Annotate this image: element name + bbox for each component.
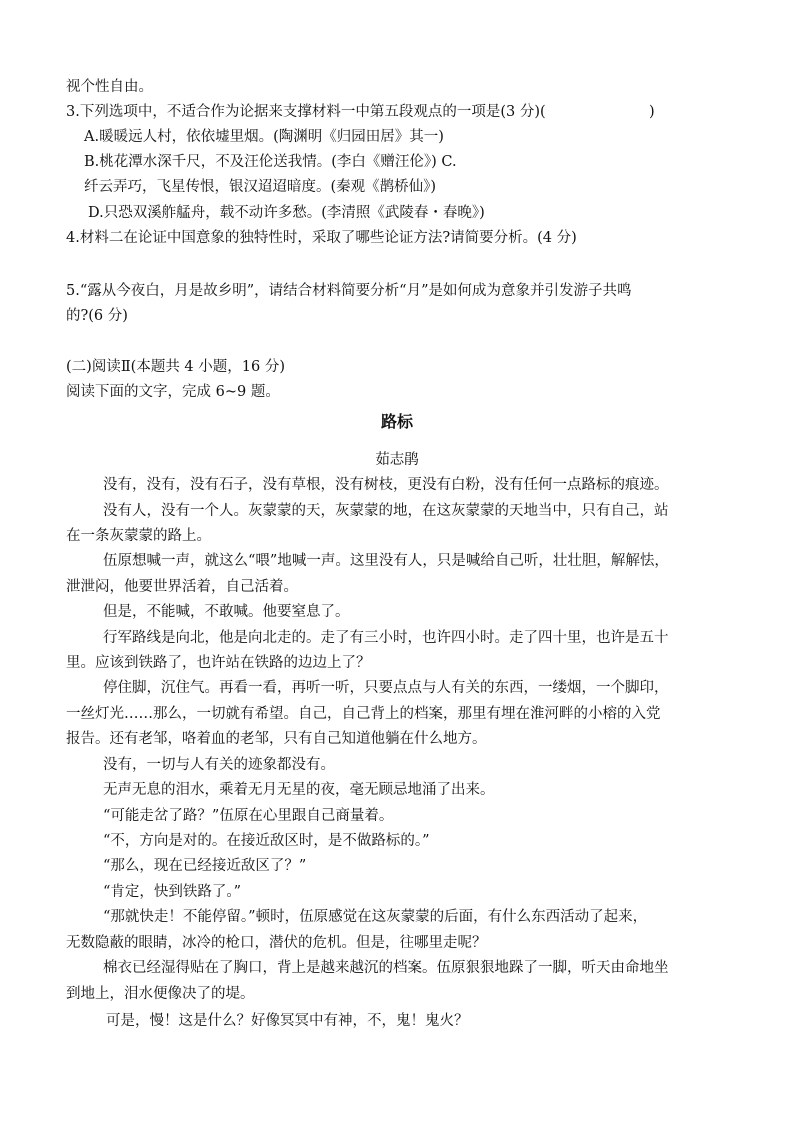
option-d: D.只恐双溪舴艋舟，载不动许多愁。(李清照《武陵春・春晚》) [88, 205, 485, 221]
story-author: 茹志鹃 [375, 452, 419, 468]
story-line: 到地上，泪水便像决了的堤。 [66, 986, 255, 1002]
question-5: 5.“露从今夜白，月是故乡明”，请结合材料简要分析“月”是如何成为意象并引发游子共鸣 [66, 283, 632, 299]
option-a: A.暖暖远人村，依依墟里烟。(陶渊明《归园田居》其一) [84, 129, 444, 145]
story-line: “肯定，快到铁路了。” [103, 884, 242, 900]
story-line: “不，方向是对的。在接近敌区时，是不做路标的。” [103, 833, 430, 849]
story-line: 无数隐蔽的眼睛，冰冷的枪口，潜伏的危机。但是，往哪里走呢？ [66, 935, 487, 951]
story-line: 报告。还有老邹，咯着血的老邹，只有自己知道他躺在什么地方。 [66, 731, 487, 747]
story-line: 里。应该到铁路了，也许站在铁路的边边上了？ [66, 655, 371, 671]
story-line: 停住脚，沉住气。再看一看，再听一听，只要点点与人有关的东西，一缕烟，一个脚印， [103, 680, 669, 696]
story-line: “那么，现在已经接近敌区了？” [103, 858, 307, 874]
story-line: 没有人，没有一个人。灰蒙蒙的天，灰蒙蒙的地，在这灰蒙蒙的天地当中，只有自己，站 [103, 503, 669, 519]
story-line: 行军路线是向北，他是向北走的。走了有三小时，也许四小时。走了四十里，也许是五十 [103, 630, 669, 646]
story-line: 伍原想喊一声，就这么“喂”地喊一声。这里没有人，只是喊给自己听，壮壮胆，解解怯， [103, 553, 669, 569]
question-5-cont: 的?(6 分) [66, 308, 128, 324]
story-line: 没有，一切与人有关的迹象都没有。 [103, 757, 335, 773]
story-line: 没有，没有，没有石子，没有草根，没有树枝，更没有白粉，没有任何一点路标的痕迹。 [103, 477, 669, 493]
story-line: 一丝灯光……那么，一切就有希望。自己，自己背上的档案，那里有埋在淮河畔的小榕的入党 [66, 706, 661, 722]
story-title: 路标 [380, 412, 413, 431]
question-3: 3.下列选项中，不适合作为论据来支撑材料一中第五段观点的一项是(3 分)( [66, 104, 546, 120]
section-instruction: 阅读下面的文字，完成 6~9 题。 [66, 384, 280, 400]
text-line: 视个性自由。 [66, 79, 153, 95]
story-line: “可能走岔了路？”伍原在心里跟自己商量着。 [103, 808, 394, 824]
section-heading: (二)阅读Ⅱ(本题共 4 小题，16 分) [66, 359, 285, 375]
option-b: B.桃花潭水深千尺，不及汪伦送我情。(李白《赠汪伦》) C. [84, 154, 457, 170]
story-line: 无声无息的泪水，乘着无月无星的夜，毫无顾忌地涌了出来。 [103, 782, 495, 798]
question-4: 4.材料二在论证中国意象的独特性时，采取了哪些论证方法?请简要分析。(4 分) [66, 230, 577, 246]
story-line: 可是，慢！这是什么？好像冥冥中有神，不，鬼！鬼火？ [106, 1013, 469, 1029]
story-line: “那就快走！不能停留。”顿时，伍原感觉在这灰蒙蒙的后面，有什么东西活动了起来， [103, 909, 648, 925]
story-line: 但是，不能喊，不敢喊。他要窒息了。 [103, 604, 350, 620]
story-line: 棉衣已经湿得贴在了胸口，背上是越来越沉的档案。伍原狠狠地跺了一脚，听天由命地坐 [103, 960, 669, 976]
option-c: 纤云弄巧，飞星传恨，银汉迢迢暗度。(秦观《鹊桥仙》) [84, 179, 437, 195]
story-line: 泄泄闷，他要世界活着，自己活着。 [66, 579, 298, 595]
question-3-answer-bracket: ) [649, 104, 655, 120]
story-line: 在一条灰蒙蒙的路上。 [66, 528, 211, 544]
